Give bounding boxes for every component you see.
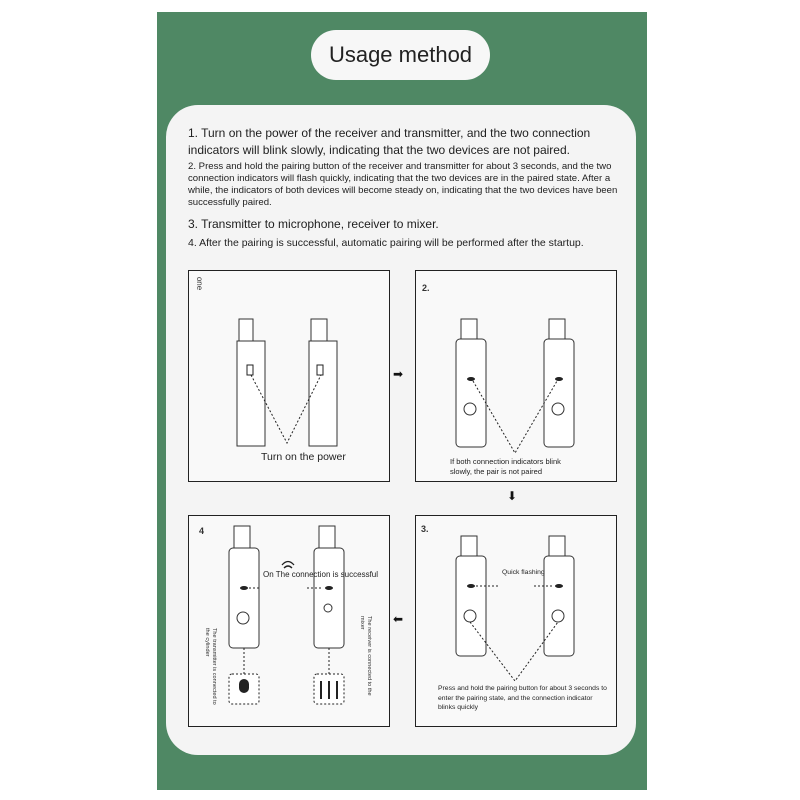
devices-illustration [416, 271, 616, 481]
receiver-label: The receiver is connected to the mixer [359, 616, 372, 696]
panel-caption: If both connection indicators blink slowly, the pair is not paired [450, 457, 561, 476]
panel-caption: On The connection is successful [263, 570, 379, 579]
left-arrow-icon: ⬅ [393, 612, 404, 626]
step-number: 4 [199, 526, 205, 536]
down-arrow-icon: ⬇ [507, 489, 518, 503]
panel-caption: Turn on the power [261, 451, 346, 463]
step-number: 2. [422, 283, 430, 293]
panel-step-4 [188, 515, 390, 727]
transmitter-label: The transmitter is connected to the cylinder [204, 628, 217, 705]
panel-step-1 [188, 270, 390, 482]
panel-step-3 [415, 515, 617, 727]
panel-caption: Press and hold the pairing button for about 3 seconds to enter the pairing state, and the connection indicator blinks quickly [438, 685, 607, 711]
instruction-2: 2. Press and hold the pairing button of the receiver and transmitter for about 3 seconds, and the two connection indicators will flash quickly, indicating that the two devices are in the paired state. After a while, the indicators of both devices will become steady on, indicating that the two devices have been successfully paired. [188, 161, 618, 208]
instruction-1: 1. Turn on the power of the receiver and transmitter, and the two connection indicators will blink slowly, indicating that the two devices are not paired. [188, 126, 591, 157]
step-number: 3. [421, 524, 429, 534]
instruction-3: 3. Transmitter to microphone, receiver to mixer. [188, 217, 439, 231]
indicator-label: Quick flashing [502, 569, 545, 576]
devices-illustration [189, 271, 389, 481]
step-number: one [195, 276, 205, 291]
page-title: Usage method [311, 30, 490, 80]
right-arrow-icon: ➡ [393, 367, 404, 381]
instruction-4: 4. After the pairing is successful, automatic pairing will be performed after the startup. [188, 237, 584, 249]
panel-step-2 [415, 270, 617, 482]
